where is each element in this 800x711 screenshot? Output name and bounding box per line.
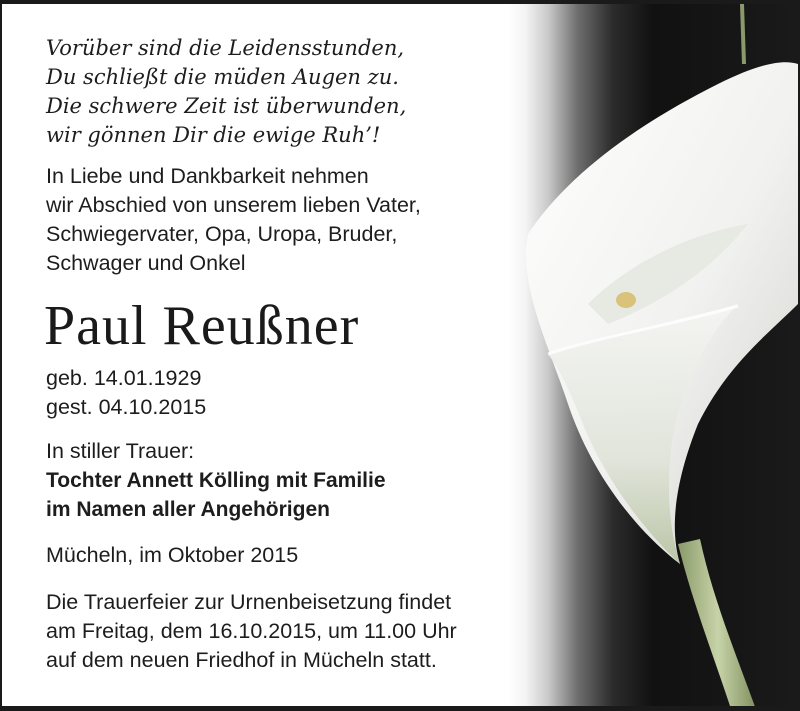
mourners-block xyxy=(46,437,526,524)
farewell-line: Schwager und Onkel xyxy=(46,251,246,275)
mourners-relatives: im Namen aller Angehörigen xyxy=(46,498,330,521)
farewell-paragraph xyxy=(46,162,526,278)
death-date: gest. 04.10.2015 xyxy=(46,395,207,419)
birth-date: geb. 14.01.1929 xyxy=(46,366,202,390)
poem-line: Du schließt die müden Augen zu. xyxy=(46,65,399,89)
farewell-line: wir Abschied von unserem lieben Vater, xyxy=(46,193,421,217)
notice-text xyxy=(46,34,526,675)
calla-lily-photo xyxy=(508,4,798,706)
funeral-line: am Freitag, dem 16.10.2015, um 11.00 Uhr xyxy=(46,619,457,643)
poem-line: Die schwere Zeit ist überwunden, xyxy=(46,94,407,118)
mourners-family: Tochter Annett Kölling mit Familie xyxy=(46,469,386,492)
funeral-line: auf dem neuen Friedhof in Mücheln statt. xyxy=(46,648,437,672)
life-dates xyxy=(46,364,526,422)
farewell-line: In Liebe und Dankbarkeit nehmen xyxy=(46,164,369,188)
deceased-name: Paul Reußner xyxy=(44,295,360,357)
funeral-line: Die Trauerfeier zur Urnenbeisetzung findet xyxy=(46,590,452,614)
mourners-intro: In stiller Trauer: xyxy=(46,439,195,463)
calla-lily-flower-icon xyxy=(508,4,798,711)
place-and-date: Mücheln, im Oktober 2015 xyxy=(46,543,299,567)
poem-line: wir gönnen Dir die ewige Ruh’! xyxy=(46,123,381,147)
poem xyxy=(46,34,526,150)
farewell-line: Schwiegervater, Opa, Uropa, Bruder, xyxy=(46,222,398,246)
funeral-info xyxy=(46,588,526,675)
poem-line: Vorüber sind die Leidensstunden, xyxy=(46,36,405,60)
